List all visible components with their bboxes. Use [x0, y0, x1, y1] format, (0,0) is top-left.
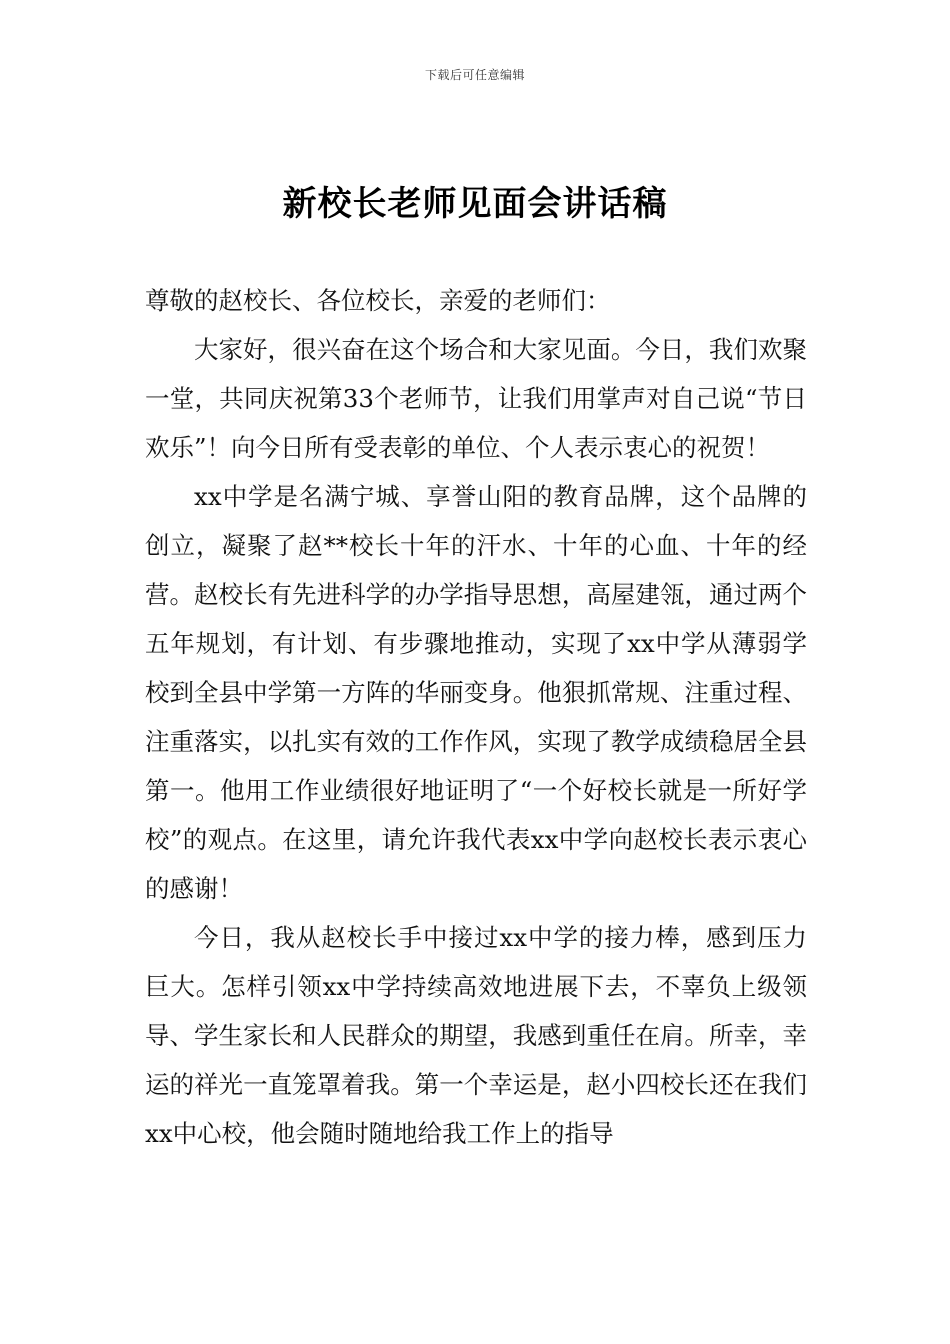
document-title: 新校长老师见面会讲话稿: [282, 184, 668, 224]
paragraph-2: xx中学是名满宁城、享誉山阳的教育品牌，这个品牌的创立，凝聚了赵**校长十年的汗水、十年的心血、十年的经营。赵校长有先进科学的办学指导思想，高屋建瓴，通过两个五年规划，有计划、有步骤地推动，实现了xx中学从薄弱学校到全县中学第一方阵的华丽变身。他狠抓常规、注重过程、注重落实，以扎实有效的工作作风，实现了教学成绩稳居全县第一。他用工作业绩很好地证明了“一个好校长就是一所好学校”的观点。在这里，请允许我代表xx中学向赵校长表示衷心的感谢！: [145, 482, 807, 903]
paragraph-1: 大家好，很兴奋在这个场合和大家见面。今日，我们欢聚一堂，共同庆祝第33个老师节，让我们用掌声对自己说“节日欢乐”！向今日所有受表彰的单位、个人表示衷心的祝贺！: [145, 335, 807, 462]
header-note: 下载后可任意编辑: [424, 68, 525, 82]
document-body: [145, 276, 807, 1158]
salutation: 尊敬的赵校长、各位校长，亲爱的老师们：: [145, 286, 611, 315]
paragraph-3: 今日，我从赵校长手中接过xx中学的接力棒，感到压力巨大。怎样引领xx中学持续高效地进展下去，不辜负上级领导、学生家长和人民群众的期望，我感到重任在肩。所幸，幸运的祥光一直笼罩着我。第一个幸运是，赵小四校长还在我们xx中心校，他会随时随地给我工作上的指导: [145, 923, 807, 1148]
